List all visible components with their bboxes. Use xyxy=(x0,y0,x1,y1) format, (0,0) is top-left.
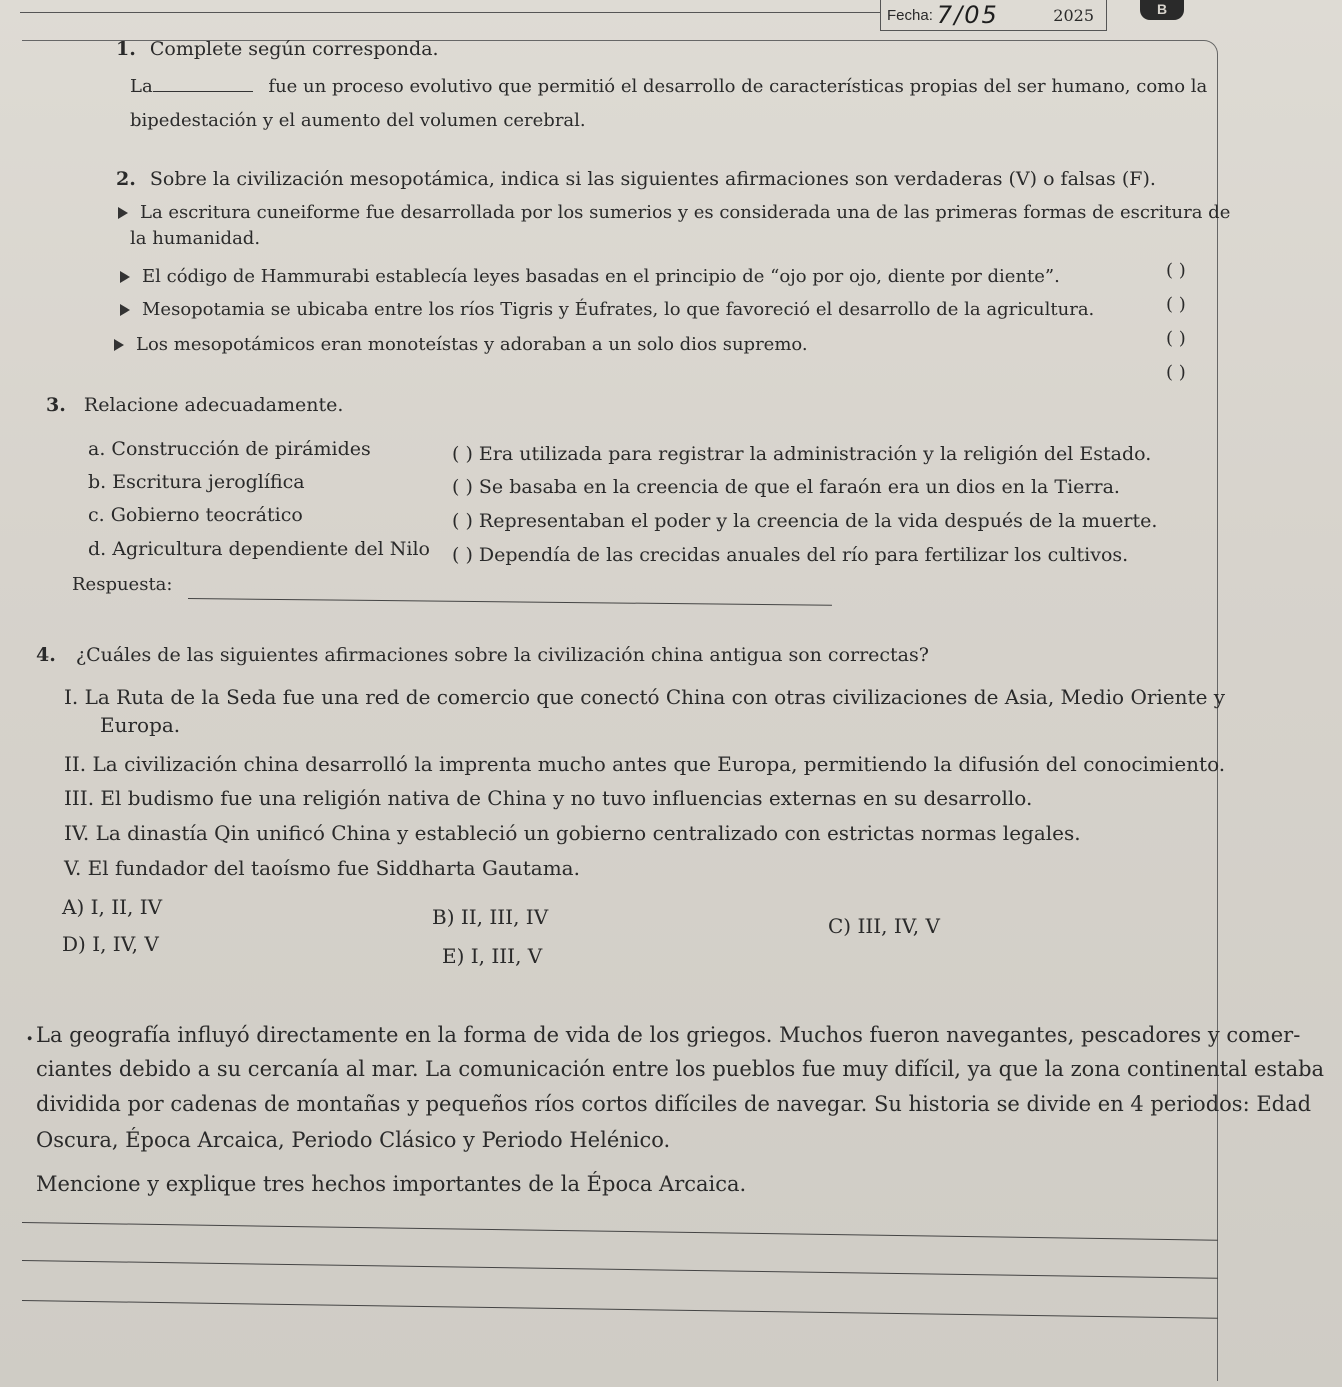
q2-title xyxy=(116,168,1156,190)
q3-title-text: Relacione adecuadamente. xyxy=(83,394,344,416)
q2-item-1-answer[interactable]: ( ) xyxy=(1166,260,1186,281)
q2-item-1 xyxy=(118,202,1230,223)
arrow-bullet-icon xyxy=(120,304,130,316)
q4-statement-1-line2: Europa. xyxy=(100,713,181,737)
section-badge: B xyxy=(1140,0,1184,20)
q3-respuesta-label: Respuesta: xyxy=(72,574,173,595)
q1-line1-rest: fue un proceso evolutivo que permitió el desarrollo de características propias del ser humano, como la xyxy=(268,76,1208,97)
q1-number: 1. xyxy=(116,38,136,60)
q3-number: 3. xyxy=(46,394,66,416)
q2-item-1-line2: la humanidad. xyxy=(130,228,261,249)
q3-left-b: b. Escritura jeroglífica xyxy=(88,471,305,493)
q5-paragraph-line-1: La geografía influyó directamente en la forma de vida de los griegos. Muchos fueron navegantes, pescadores y comer- xyxy=(36,1023,1301,1047)
q4-statement-4: IV. La dinastía Qin unificó China y estableció un gobierno centralizado con estrictas normas legales. xyxy=(64,821,1081,845)
date-label: Fecha: xyxy=(887,6,933,24)
q1-title xyxy=(116,38,439,60)
q4-title-text: ¿Cuáles de las siguientes afirmaciones sobre la civilización china antigua son correctas? xyxy=(75,644,929,666)
q3-right-3[interactable]: ( ) Representaban el poder y la creencia de la vida después de la muerte. xyxy=(452,510,1158,532)
q5-paragraph-line-4: Oscura, Época Arcaica, Periodo Clásico y Periodo Helénico. xyxy=(36,1128,671,1152)
header-rule xyxy=(20,12,880,13)
q4-statement-2: II. La civilización china desarrolló la imprenta mucho antes que Europa, permitiendo la difusión del conocimiento. xyxy=(64,752,1226,776)
q3-title xyxy=(46,394,343,416)
q3-left-d: d. Agricultura dependiente del Nilo xyxy=(88,538,430,560)
q2-title-text: Sobre la civilización mesopotámica, indica si las siguientes afirmaciones son verdaderas (V) o falsas (F). xyxy=(149,168,1156,190)
q4-option-e[interactable]: E) I, III, V xyxy=(442,944,543,968)
date-year: 2025 xyxy=(1053,5,1094,25)
date-box xyxy=(880,0,1107,31)
q3-left-a: a. Construcción de pirámides xyxy=(88,438,371,460)
q5-paragraph-line-2: ciantes debido a su cercanía al mar. La comunicación entre los pueblos fue muy difícil, ya que la zona continental estaba xyxy=(36,1057,1325,1081)
q2-item-4 xyxy=(114,334,808,355)
arrow-bullet-icon xyxy=(120,271,130,283)
q4-option-a[interactable]: A) I, II, IV xyxy=(62,895,163,919)
q4-option-d[interactable]: D) I, IV, V xyxy=(62,932,159,956)
q4-title xyxy=(36,644,929,666)
q2-item-3 xyxy=(120,299,1094,320)
q3-right-2[interactable]: ( ) Se basaba en la creencia de que el faraón era un dios en la Tierra. xyxy=(452,476,1120,498)
q3-left-c: c. Gobierno teocrático xyxy=(88,504,303,526)
q2-number: 2. xyxy=(116,168,136,190)
q4-option-c[interactable]: C) III, IV, V xyxy=(828,914,940,938)
date-handwritten: 7/05 xyxy=(936,1,999,29)
arrow-bullet-icon xyxy=(114,339,124,351)
q1-blank[interactable] xyxy=(153,91,253,92)
q2-item-3-answer[interactable]: ( ) xyxy=(1166,328,1186,349)
q4-option-b[interactable]: B) II, III, IV xyxy=(432,905,549,929)
q5-number: . xyxy=(26,1020,34,1045)
q2-item-2 xyxy=(120,266,1060,287)
q2-item-2-answer[interactable]: ( ) xyxy=(1166,294,1186,315)
arrow-bullet-icon xyxy=(118,207,128,219)
q2-item-4-answer[interactable]: ( ) xyxy=(1166,362,1186,383)
q1-line1-start: La xyxy=(130,76,153,97)
q2-item-4-text: Los mesopotámicos eran monoteístas y adoraban a un solo dios supremo. xyxy=(136,334,808,355)
q1-line1 xyxy=(130,76,1207,97)
q1-title-text: Complete según corresponda. xyxy=(149,38,439,60)
q4-number: 4. xyxy=(36,644,56,666)
q5-paragraph-line-3: dividida por cadenas de montañas y pequeños ríos cortos difíciles de navegar. Su historia se divide en 4 periodos: Edad xyxy=(36,1092,1312,1116)
q1-line2: bipedestación y el aumento del volumen cerebral. xyxy=(130,110,586,131)
q4-statement-5: V. El fundador del taoísmo fue Siddharta Gautama. xyxy=(64,856,580,880)
q2-item-3-text: Mesopotamia se ubicaba entre los ríos Tigris y Éufrates, lo que favoreció el desarrollo de la agricultura. xyxy=(142,299,1095,320)
q3-right-1[interactable]: ( ) Era utilizada para registrar la administración y la religión del Estado. xyxy=(452,443,1152,465)
q2-item-1-line1: La escritura cuneiforme fue desarrollada por los sumerios y es considerada una de las primeras formas de escritura de xyxy=(140,202,1231,223)
q3-right-4[interactable]: ( ) Dependía de las crecidas anuales del río para fertilizar los cultivos. xyxy=(452,544,1129,566)
q4-statement-3: III. El budismo fue una religión nativa de China y no tuvo influencias externas en su desarrollo. xyxy=(64,786,1033,810)
q5-prompt: Mencione y explique tres hechos importantes de la Época Arcaica. xyxy=(36,1172,747,1196)
q2-item-2-text: El código de Hammurabi establecía leyes basadas en el principio de “ojo por ojo, diente por diente”. xyxy=(142,266,1060,287)
q4-statement-1: I. La Ruta de la Seda fue una red de comercio que conectó China con otras civilizaciones de Asia, Medio Oriente y xyxy=(64,685,1226,709)
